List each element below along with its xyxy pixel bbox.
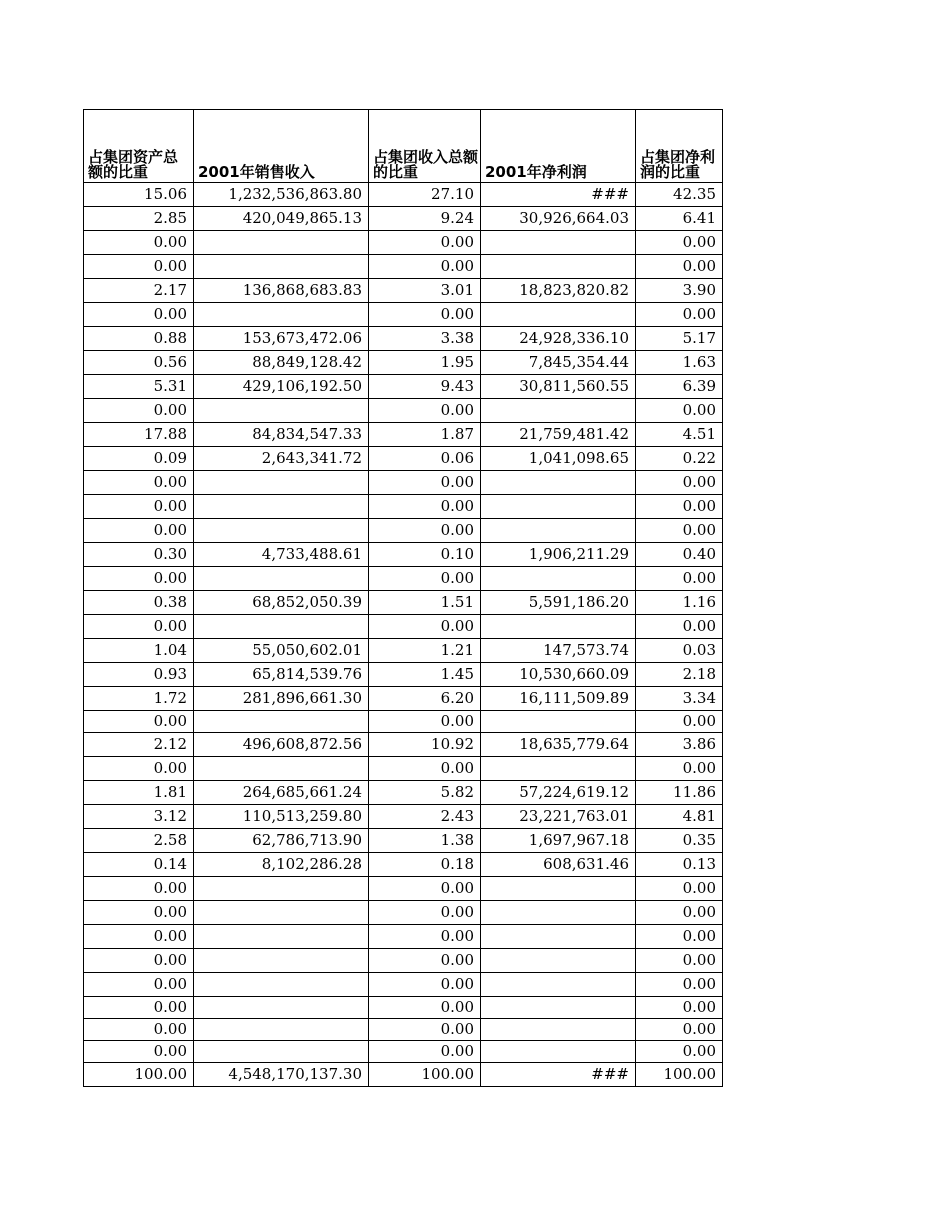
- revenue-share-cell[interactable]: 1.87: [369, 423, 481, 447]
- spreadsheet-table: [83, 109, 723, 1087]
- table-row: [84, 997, 723, 1019]
- net-profit-cell[interactable]: [481, 471, 636, 495]
- asset-share-cell[interactable]: 0.00: [84, 901, 194, 925]
- profit-share-cell[interactable]: 0.00: [636, 925, 723, 949]
- net-profit-cell[interactable]: [481, 519, 636, 543]
- net-profit-cell[interactable]: 30,926,664.03: [481, 207, 636, 231]
- table-row: [84, 925, 723, 949]
- sales-cell[interactable]: 84,834,547.33: [194, 423, 369, 447]
- net-profit-cell[interactable]: [481, 877, 636, 901]
- sales-cell[interactable]: 264,685,661.24: [194, 781, 369, 805]
- header-profit-share[interactable]: 占集团净利润的比重: [636, 110, 723, 183]
- net-profit-cell[interactable]: ###: [481, 1063, 636, 1087]
- table-row: [84, 733, 723, 757]
- profit-share-cell[interactable]: 0.00: [636, 303, 723, 327]
- table-row: [84, 423, 723, 447]
- revenue-share-cell[interactable]: 1.51: [369, 591, 481, 615]
- profit-share-cell[interactable]: 3.34: [636, 687, 723, 711]
- profit-share-cell[interactable]: 0.00: [636, 949, 723, 973]
- table-row: [84, 591, 723, 615]
- asset-share-cell[interactable]: 0.30: [84, 543, 194, 567]
- asset-share-cell[interactable]: 100.00: [84, 1063, 194, 1087]
- table-row: [84, 519, 723, 543]
- asset-share-cell[interactable]: 5.31: [84, 375, 194, 399]
- profit-share-cell[interactable]: 1.16: [636, 591, 723, 615]
- net-profit-cell[interactable]: 1,697,967.18: [481, 829, 636, 853]
- table-row: [84, 567, 723, 591]
- asset-share-cell[interactable]: 1.72: [84, 687, 194, 711]
- revenue-share-cell[interactable]: 0.00: [369, 973, 481, 997]
- sales-cell[interactable]: [194, 255, 369, 279]
- net-profit-cell[interactable]: 1,906,211.29: [481, 543, 636, 567]
- asset-share-cell[interactable]: 0.00: [84, 877, 194, 901]
- net-profit-cell[interactable]: 30,811,560.55: [481, 375, 636, 399]
- table-row: [84, 663, 723, 687]
- revenue-share-cell[interactable]: 2.43: [369, 805, 481, 829]
- sales-cell[interactable]: 4,548,170,137.30: [194, 1063, 369, 1087]
- profit-share-cell[interactable]: 0.00: [636, 711, 723, 733]
- revenue-share-cell[interactable]: 9.43: [369, 375, 481, 399]
- table-row: [84, 805, 723, 829]
- revenue-share-cell[interactable]: 0.00: [369, 231, 481, 255]
- profit-share-cell[interactable]: 3.90: [636, 279, 723, 303]
- sales-cell[interactable]: 136,868,683.83: [194, 279, 369, 303]
- table-row: [84, 853, 723, 877]
- table-row: [84, 949, 723, 973]
- profit-share-cell[interactable]: 0.00: [636, 255, 723, 279]
- table-row: [84, 687, 723, 711]
- asset-share-cell[interactable]: 0.00: [84, 303, 194, 327]
- revenue-share-cell[interactable]: 9.24: [369, 207, 481, 231]
- table-row: [84, 207, 723, 231]
- sales-cell[interactable]: [194, 615, 369, 639]
- revenue-share-cell[interactable]: 0.00: [369, 757, 481, 781]
- table-row: [84, 447, 723, 471]
- asset-share-cell[interactable]: 0.00: [84, 711, 194, 733]
- table-row: [84, 757, 723, 781]
- asset-share-cell[interactable]: 2.12: [84, 733, 194, 757]
- asset-share-cell[interactable]: 1.81: [84, 781, 194, 805]
- revenue-share-cell[interactable]: 6.20: [369, 687, 481, 711]
- net-profit-cell[interactable]: [481, 901, 636, 925]
- profit-share-cell[interactable]: 42.35: [636, 183, 723, 207]
- asset-share-cell[interactable]: 2.17: [84, 279, 194, 303]
- revenue-share-cell[interactable]: 10.92: [369, 733, 481, 757]
- revenue-share-cell[interactable]: 1.95: [369, 351, 481, 375]
- table-row: [84, 781, 723, 805]
- profit-share-cell[interactable]: 0.00: [636, 1041, 723, 1063]
- table-row: [84, 1063, 723, 1087]
- revenue-share-cell[interactable]: 0.00: [369, 1041, 481, 1063]
- profit-share-cell[interactable]: 0.00: [636, 877, 723, 901]
- header-asset-share[interactable]: 占集团资产总额的比重: [84, 110, 194, 183]
- table-row: [84, 279, 723, 303]
- revenue-share-cell[interactable]: 0.00: [369, 567, 481, 591]
- profit-share-cell[interactable]: 0.00: [636, 471, 723, 495]
- profit-share-cell[interactable]: 2.18: [636, 663, 723, 687]
- sales-cell[interactable]: 8,102,286.28: [194, 853, 369, 877]
- net-profit-cell[interactable]: 5,591,186.20: [481, 591, 636, 615]
- asset-share-cell[interactable]: 0.00: [84, 757, 194, 781]
- revenue-share-cell[interactable]: 0.00: [369, 255, 481, 279]
- net-profit-cell[interactable]: 10,530,660.09: [481, 663, 636, 687]
- asset-share-cell[interactable]: 15.06: [84, 183, 194, 207]
- asset-share-cell[interactable]: 0.93: [84, 663, 194, 687]
- net-profit-cell[interactable]: 18,823,820.82: [481, 279, 636, 303]
- profit-share-cell[interactable]: 3.86: [636, 733, 723, 757]
- net-profit-cell[interactable]: 24,928,336.10: [481, 327, 636, 351]
- profit-share-cell[interactable]: 11.86: [636, 781, 723, 805]
- sales-cell[interactable]: [194, 519, 369, 543]
- sales-cell[interactable]: 88,849,128.42: [194, 351, 369, 375]
- net-profit-cell[interactable]: ###: [481, 183, 636, 207]
- net-profit-cell[interactable]: 608,631.46: [481, 853, 636, 877]
- net-profit-cell[interactable]: 21,759,481.42: [481, 423, 636, 447]
- revenue-share-cell[interactable]: 0.10: [369, 543, 481, 567]
- sales-cell[interactable]: 420,049,865.13: [194, 207, 369, 231]
- revenue-share-cell[interactable]: 0.00: [369, 925, 481, 949]
- asset-share-cell[interactable]: 0.00: [84, 567, 194, 591]
- sales-cell[interactable]: 1,232,536,863.80: [194, 183, 369, 207]
- asset-share-cell[interactable]: 17.88: [84, 423, 194, 447]
- sales-cell[interactable]: 429,106,192.50: [194, 375, 369, 399]
- sales-cell[interactable]: 2,643,341.72: [194, 447, 369, 471]
- asset-share-cell[interactable]: 0.00: [84, 255, 194, 279]
- table-row: [84, 495, 723, 519]
- net-profit-cell[interactable]: [481, 997, 636, 1019]
- net-profit-cell[interactable]: 7,845,354.44: [481, 351, 636, 375]
- asset-share-cell[interactable]: 0.00: [84, 615, 194, 639]
- asset-share-cell[interactable]: 0.00: [84, 925, 194, 949]
- asset-share-cell[interactable]: 0.00: [84, 471, 194, 495]
- sales-cell[interactable]: [194, 1019, 369, 1041]
- sales-cell[interactable]: [194, 567, 369, 591]
- net-profit-cell[interactable]: [481, 711, 636, 733]
- asset-share-cell[interactable]: 0.00: [84, 1041, 194, 1063]
- profit-share-cell[interactable]: 0.00: [636, 495, 723, 519]
- asset-share-cell[interactable]: 0.38: [84, 591, 194, 615]
- net-profit-cell[interactable]: [481, 1041, 636, 1063]
- revenue-share-cell[interactable]: 0.00: [369, 519, 481, 543]
- net-profit-cell[interactable]: [481, 399, 636, 423]
- profit-share-cell[interactable]: 0.40: [636, 543, 723, 567]
- revenue-share-cell[interactable]: 0.00: [369, 877, 481, 901]
- revenue-share-cell[interactable]: 0.00: [369, 615, 481, 639]
- sales-cell[interactable]: [194, 757, 369, 781]
- net-profit-cell[interactable]: 57,224,619.12: [481, 781, 636, 805]
- profit-share-cell[interactable]: 0.00: [636, 973, 723, 997]
- profit-share-cell[interactable]: 0.00: [636, 615, 723, 639]
- asset-share-cell[interactable]: 0.56: [84, 351, 194, 375]
- asset-share-cell[interactable]: 0.14: [84, 853, 194, 877]
- table-row: [84, 1041, 723, 1063]
- profit-share-cell[interactable]: 0.00: [636, 519, 723, 543]
- table-row: [84, 877, 723, 901]
- table-row: [84, 351, 723, 375]
- sales-cell[interactable]: 281,896,661.30: [194, 687, 369, 711]
- net-profit-cell[interactable]: [481, 925, 636, 949]
- revenue-share-cell[interactable]: 0.00: [369, 1019, 481, 1041]
- revenue-share-cell[interactable]: 0.06: [369, 447, 481, 471]
- header-net-profit-2001[interactable]: 2001年净利润: [481, 110, 636, 183]
- revenue-share-cell[interactable]: 0.00: [369, 997, 481, 1019]
- sales-cell[interactable]: [194, 495, 369, 519]
- table-row: [84, 615, 723, 639]
- sales-cell[interactable]: [194, 303, 369, 327]
- revenue-share-cell[interactable]: 0.00: [369, 399, 481, 423]
- revenue-share-cell[interactable]: 0.00: [369, 303, 481, 327]
- net-profit-cell[interactable]: 1,041,098.65: [481, 447, 636, 471]
- sales-cell[interactable]: [194, 399, 369, 423]
- sales-cell[interactable]: 68,852,050.39: [194, 591, 369, 615]
- profit-share-cell[interactable]: 0.13: [636, 853, 723, 877]
- revenue-share-cell[interactable]: 1.45: [369, 663, 481, 687]
- asset-share-cell[interactable]: 2.58: [84, 829, 194, 853]
- table-body: [84, 183, 723, 1087]
- net-profit-cell[interactable]: 147,573.74: [481, 639, 636, 663]
- table-row: [84, 375, 723, 399]
- revenue-share-cell[interactable]: 0.18: [369, 853, 481, 877]
- revenue-share-cell[interactable]: 0.00: [369, 949, 481, 973]
- table-row: [84, 711, 723, 733]
- header-row: [84, 110, 723, 183]
- asset-share-cell[interactable]: 0.09: [84, 447, 194, 471]
- table-row: [84, 399, 723, 423]
- sales-cell[interactable]: [194, 1041, 369, 1063]
- profit-share-cell[interactable]: 0.00: [636, 757, 723, 781]
- header-sales-2001[interactable]: 2001年销售收入: [194, 110, 369, 183]
- sales-cell[interactable]: 496,608,872.56: [194, 733, 369, 757]
- revenue-share-cell[interactable]: 1.21: [369, 639, 481, 663]
- header-revenue-share[interactable]: 占集团收入总额的比重: [369, 110, 481, 183]
- table-row: [84, 183, 723, 207]
- table-row: [84, 303, 723, 327]
- profit-share-cell[interactable]: 4.81: [636, 805, 723, 829]
- revenue-share-cell[interactable]: 0.00: [369, 711, 481, 733]
- net-profit-cell[interactable]: 23,221,763.01: [481, 805, 636, 829]
- profit-share-cell[interactable]: 0.00: [636, 997, 723, 1019]
- revenue-share-cell[interactable]: 5.82: [369, 781, 481, 805]
- net-profit-cell[interactable]: [481, 255, 636, 279]
- profit-share-cell[interactable]: 1.63: [636, 351, 723, 375]
- asset-share-cell[interactable]: 1.04: [84, 639, 194, 663]
- net-profit-cell[interactable]: [481, 615, 636, 639]
- profit-share-cell[interactable]: 0.00: [636, 901, 723, 925]
- asset-share-cell[interactable]: 0.00: [84, 949, 194, 973]
- revenue-share-cell[interactable]: 3.38: [369, 327, 481, 351]
- table-row: [84, 973, 723, 997]
- net-profit-cell[interactable]: [481, 949, 636, 973]
- net-profit-cell[interactable]: [481, 303, 636, 327]
- revenue-share-cell[interactable]: 1.38: [369, 829, 481, 853]
- revenue-share-cell[interactable]: 100.00: [369, 1063, 481, 1087]
- sales-cell[interactable]: 62,786,713.90: [194, 829, 369, 853]
- profit-share-cell[interactable]: 0.00: [636, 231, 723, 255]
- table-row: [84, 255, 723, 279]
- sales-cell[interactable]: [194, 901, 369, 925]
- net-profit-cell[interactable]: 16,111,509.89: [481, 687, 636, 711]
- revenue-share-cell[interactable]: 0.00: [369, 495, 481, 519]
- asset-share-cell[interactable]: 0.88: [84, 327, 194, 351]
- sales-cell[interactable]: [194, 711, 369, 733]
- sales-cell[interactable]: [194, 973, 369, 997]
- sales-cell[interactable]: 110,513,259.80: [194, 805, 369, 829]
- profit-share-cell[interactable]: 0.35: [636, 829, 723, 853]
- table-row: [84, 829, 723, 853]
- asset-share-cell[interactable]: 0.00: [84, 997, 194, 1019]
- sales-cell[interactable]: 65,814,539.76: [194, 663, 369, 687]
- table-row: [84, 543, 723, 567]
- sales-cell[interactable]: [194, 231, 369, 255]
- asset-share-cell[interactable]: 0.00: [84, 519, 194, 543]
- table-row: [84, 901, 723, 925]
- revenue-share-cell[interactable]: 27.10: [369, 183, 481, 207]
- asset-share-cell[interactable]: 0.00: [84, 1019, 194, 1041]
- table-row: [84, 327, 723, 351]
- profit-share-cell[interactable]: 5.17: [636, 327, 723, 351]
- sales-cell[interactable]: 4,733,488.61: [194, 543, 369, 567]
- sales-cell[interactable]: [194, 997, 369, 1019]
- profit-share-cell[interactable]: 100.00: [636, 1063, 723, 1087]
- profit-share-cell[interactable]: 4.51: [636, 423, 723, 447]
- revenue-share-cell[interactable]: 3.01: [369, 279, 481, 303]
- revenue-share-cell[interactable]: 0.00: [369, 471, 481, 495]
- asset-share-cell[interactable]: 2.85: [84, 207, 194, 231]
- net-profit-cell[interactable]: [481, 495, 636, 519]
- revenue-share-cell[interactable]: 0.00: [369, 901, 481, 925]
- net-profit-cell[interactable]: [481, 973, 636, 997]
- profit-share-cell[interactable]: 0.00: [636, 567, 723, 591]
- net-profit-cell[interactable]: [481, 1019, 636, 1041]
- sales-cell[interactable]: [194, 877, 369, 901]
- net-profit-cell[interactable]: 18,635,779.64: [481, 733, 636, 757]
- sales-cell[interactable]: [194, 925, 369, 949]
- asset-share-cell[interactable]: 0.00: [84, 973, 194, 997]
- profit-share-cell[interactable]: 6.41: [636, 207, 723, 231]
- net-profit-cell[interactable]: [481, 231, 636, 255]
- asset-share-cell[interactable]: 0.00: [84, 399, 194, 423]
- sales-cell[interactable]: 153,673,472.06: [194, 327, 369, 351]
- table-row: [84, 639, 723, 663]
- profit-share-cell[interactable]: 6.39: [636, 375, 723, 399]
- sales-cell[interactable]: [194, 471, 369, 495]
- table-row: [84, 471, 723, 495]
- table-row: [84, 231, 723, 255]
- profit-share-cell[interactable]: 0.03: [636, 639, 723, 663]
- sales-cell[interactable]: [194, 949, 369, 973]
- net-profit-cell[interactable]: [481, 567, 636, 591]
- net-profit-cell[interactable]: [481, 757, 636, 781]
- profit-share-cell[interactable]: 0.00: [636, 1019, 723, 1041]
- asset-share-cell[interactable]: 0.00: [84, 495, 194, 519]
- sales-cell[interactable]: 55,050,602.01: [194, 639, 369, 663]
- asset-share-cell[interactable]: 0.00: [84, 231, 194, 255]
- profit-share-cell[interactable]: 0.22: [636, 447, 723, 471]
- table-row: [84, 1019, 723, 1041]
- asset-share-cell[interactable]: 3.12: [84, 805, 194, 829]
- profit-share-cell[interactable]: 0.00: [636, 399, 723, 423]
